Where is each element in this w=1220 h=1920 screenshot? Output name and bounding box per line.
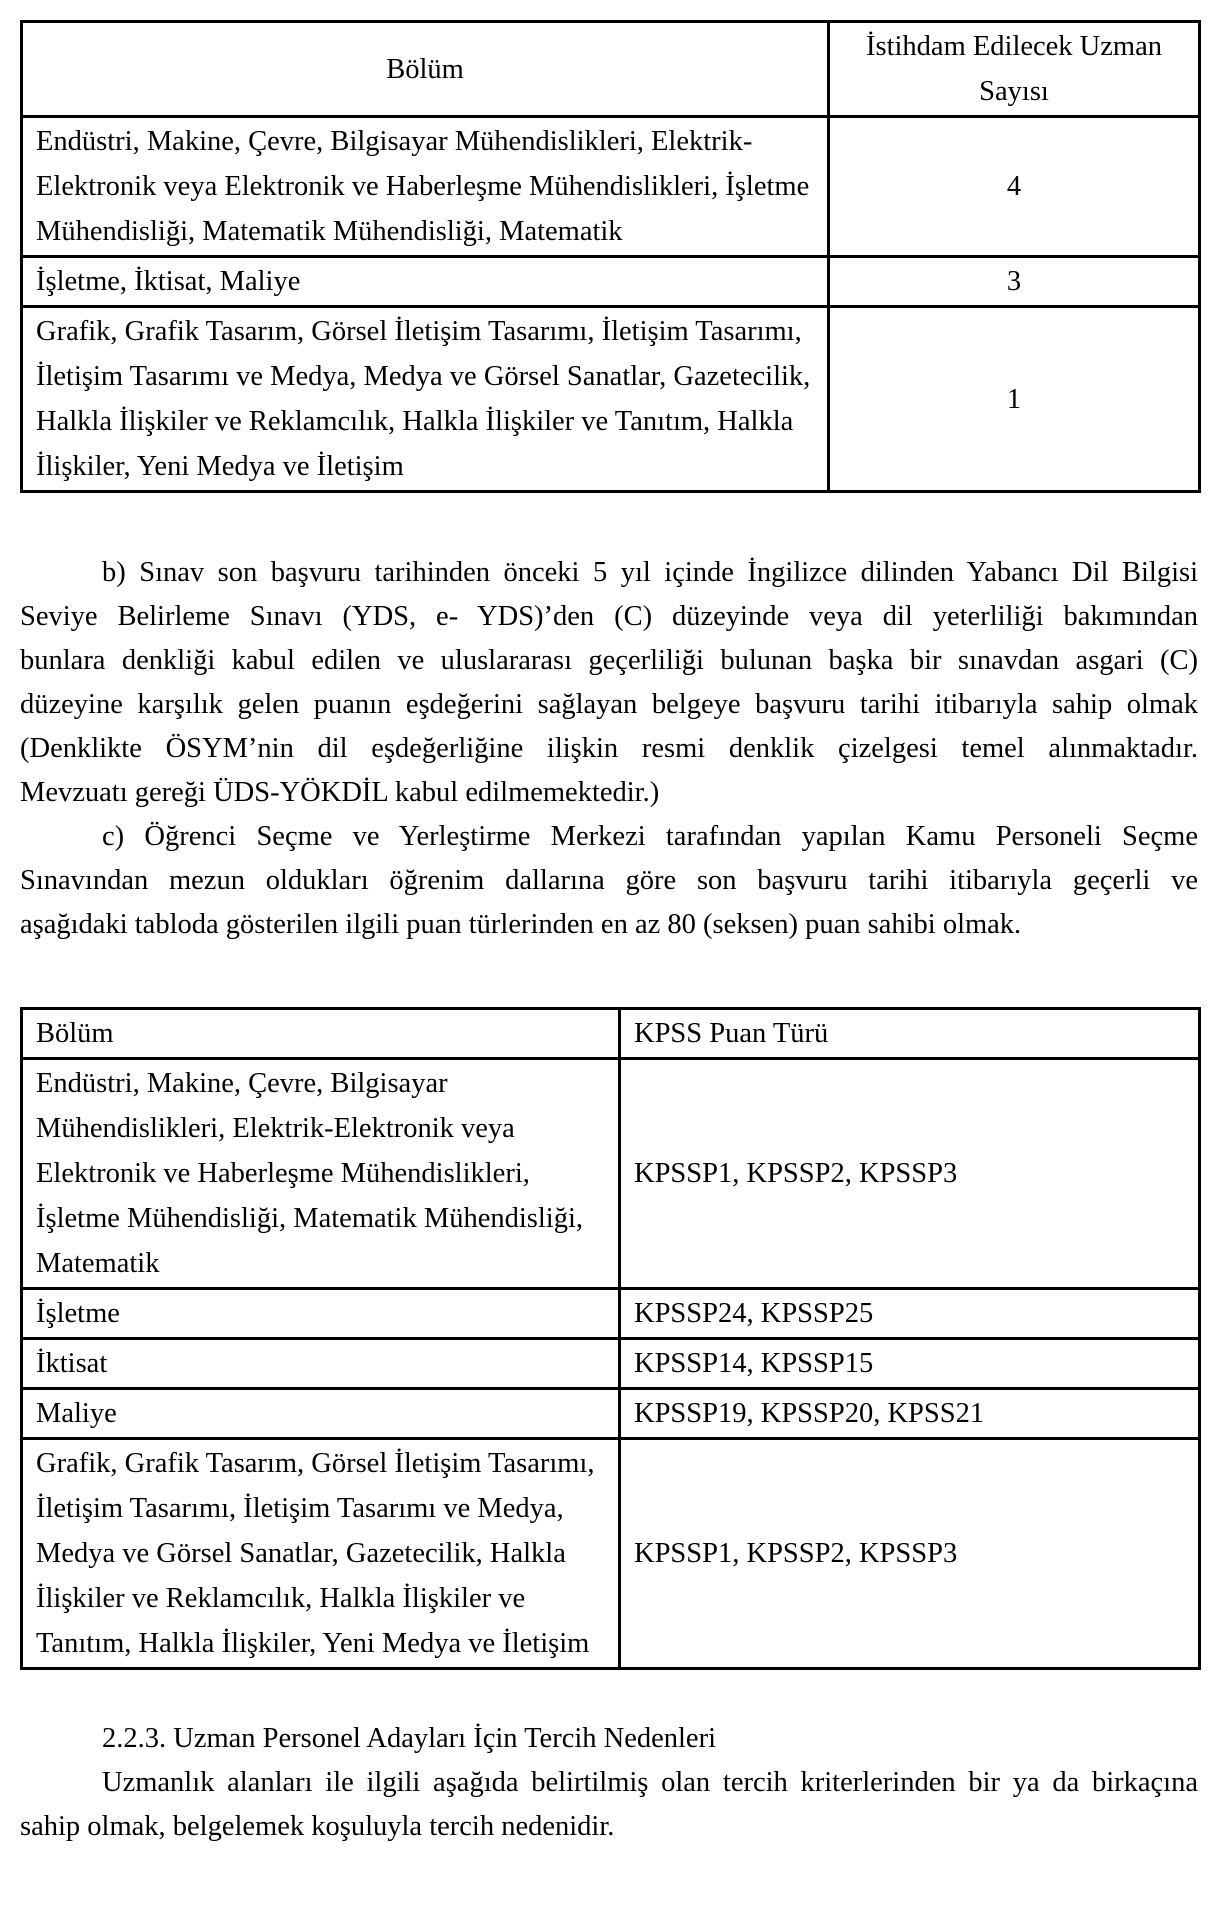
vacancy-header-count: İstihdam Edilecek Uzman Sayısı	[829, 22, 1200, 117]
table-row	[22, 1059, 1200, 1289]
spacer	[20, 1670, 1198, 1717]
paragraph-line: Uzmanlık alanları ile ilgili aşağıda belirtilmiş olan tercih kriterlerinden bir ya da birkaçına	[102, 1767, 1198, 1798]
paragraph-line: b) Sınav son başvuru tarihinden önceki 5 yıl içinde İngilizce dilinden Yabancı Dil Bilgisi	[102, 557, 1198, 588]
table-row	[22, 307, 1200, 492]
vacancy-table-header-row	[22, 22, 1200, 117]
paragraph-line: (Denklikte ÖSYM’nin dil eşdeğerliğine ilişkin resmi denklik çizelgesi temel alınmaktadır.	[20, 733, 1198, 764]
kpss-score-cell: KPSSP1, KPSSP2, KPSSP3	[620, 1439, 1200, 1669]
table-row	[22, 257, 1200, 307]
kpss-table	[20, 1007, 1201, 1670]
department-cell: İktisat	[22, 1339, 620, 1389]
paragraph-line: c) Öğrenci Seçme ve Yerleştirme Merkezi tarafından yapılan Kamu Personeli Seçme	[102, 821, 1198, 852]
section-heading: 2.2.3. Uzman Personel Adayları İçin Tercih Nedenleri	[102, 1723, 716, 1754]
paragraph-line: bunlara denkliği kabul edilen ve uluslararası geçerliliği bulunan başka bir sınavdan asgari (C)	[20, 645, 1198, 676]
department-cell: Endüstri, Makine, Çevre, Bilgisayar Mühendislikleri, Elektrik-Elektronik veya Elektronik ve Haberleşme Mühendislikleri, İşletme Mühendisliği, Matematik Mühendisliği, Matematik	[22, 117, 829, 257]
section-223	[20, 1717, 1198, 1849]
department-cell: Endüstri, Makine, Çevre, Bilgisayar Mühendislikleri, Elektrik-Elektronik veya Elektronik ve Haberleşme Mühendislikleri, İşletme Mühendisliği, Matematik Mühendisliği, Matematik	[22, 1059, 620, 1289]
paragraph-c	[20, 815, 1198, 947]
spacer	[20, 947, 1198, 1007]
kpss-score-cell: KPSSP1, KPSSP2, KPSSP3	[620, 1059, 1200, 1289]
paragraph-line: aşağıdaki tabloda gösterilen ilgili puan türlerinden en az 80 (seksen) puan sahibi olmak.	[20, 909, 1022, 940]
spacer	[20, 493, 1198, 551]
department-cell: İşletme	[22, 1289, 620, 1339]
department-cell: Maliye	[22, 1389, 620, 1439]
vacancy-count-cell: 3	[829, 257, 1200, 307]
table-row	[22, 1289, 1200, 1339]
department-cell: Grafik, Grafik Tasarım, Görsel İletişim Tasarımı, İletişim Tasarımı, İletişim Tasarımı ve Medya, Medya ve Görsel Sanatlar, Gazetecilik, Halkla İlişkiler ve Reklamcılık, Halkla İlişkiler ve Tanıtım, Halkla İlişkiler, Yeni Medya ve İletişim	[22, 307, 829, 492]
kpss-score-cell: KPSSP19, KPSSP20, KPSS21	[620, 1389, 1200, 1439]
kpss-score-cell: KPSSP24, KPSSP25	[620, 1289, 1200, 1339]
vacancy-table	[20, 20, 1201, 493]
paragraph-line: sahip olmak, belgelemek koşuluyla tercih nedenidir.	[20, 1811, 615, 1842]
kpss-header-department: Bölüm	[22, 1009, 620, 1059]
vacancy-header-department: Bölüm	[22, 22, 829, 117]
paragraph-line: düzeyine karşılık gelen puanın eşdeğerini sağlayan belgeye başvuru tarihi itibarıyla sahip olmak	[20, 689, 1198, 720]
vacancy-count-cell: 4	[829, 117, 1200, 257]
table-row	[22, 117, 1200, 257]
kpss-score-cell: KPSSP14, KPSSP15	[620, 1339, 1200, 1389]
kpss-table-header-row	[22, 1009, 1200, 1059]
paragraph-b	[20, 551, 1198, 815]
vacancy-count-cell: 1	[829, 307, 1200, 492]
paragraph-line: Seviye Belirleme Sınavı (YDS, e- YDS)’den (C) düzeyinde veya dil yeterliliği bakımından	[20, 601, 1198, 632]
table-row	[22, 1439, 1200, 1669]
paragraph-line: Mevzuatı gereği ÜDS-YÖKDİL kabul edilmemektedir.)	[20, 777, 660, 808]
table-row	[22, 1339, 1200, 1389]
paragraph-line: Sınavından mezun oldukları öğrenim dallarına göre son başvuru tarihi itibarıyla geçerli ve	[20, 865, 1198, 896]
department-cell: İşletme, İktisat, Maliye	[22, 257, 829, 307]
department-cell: Grafik, Grafik Tasarım, Görsel İletişim Tasarımı, İletişim Tasarımı, İletişim Tasarımı ve Medya, Medya ve Görsel Sanatlar, Gazetecilik, Halkla İlişkiler ve Reklamcılık, Halkla İlişkiler ve Tanıtım, Halkla İlişkiler, Yeni Medya ve İletişim	[22, 1439, 620, 1669]
table-row	[22, 1389, 1200, 1439]
kpss-header-score-type: KPSS Puan Türü	[620, 1009, 1200, 1059]
